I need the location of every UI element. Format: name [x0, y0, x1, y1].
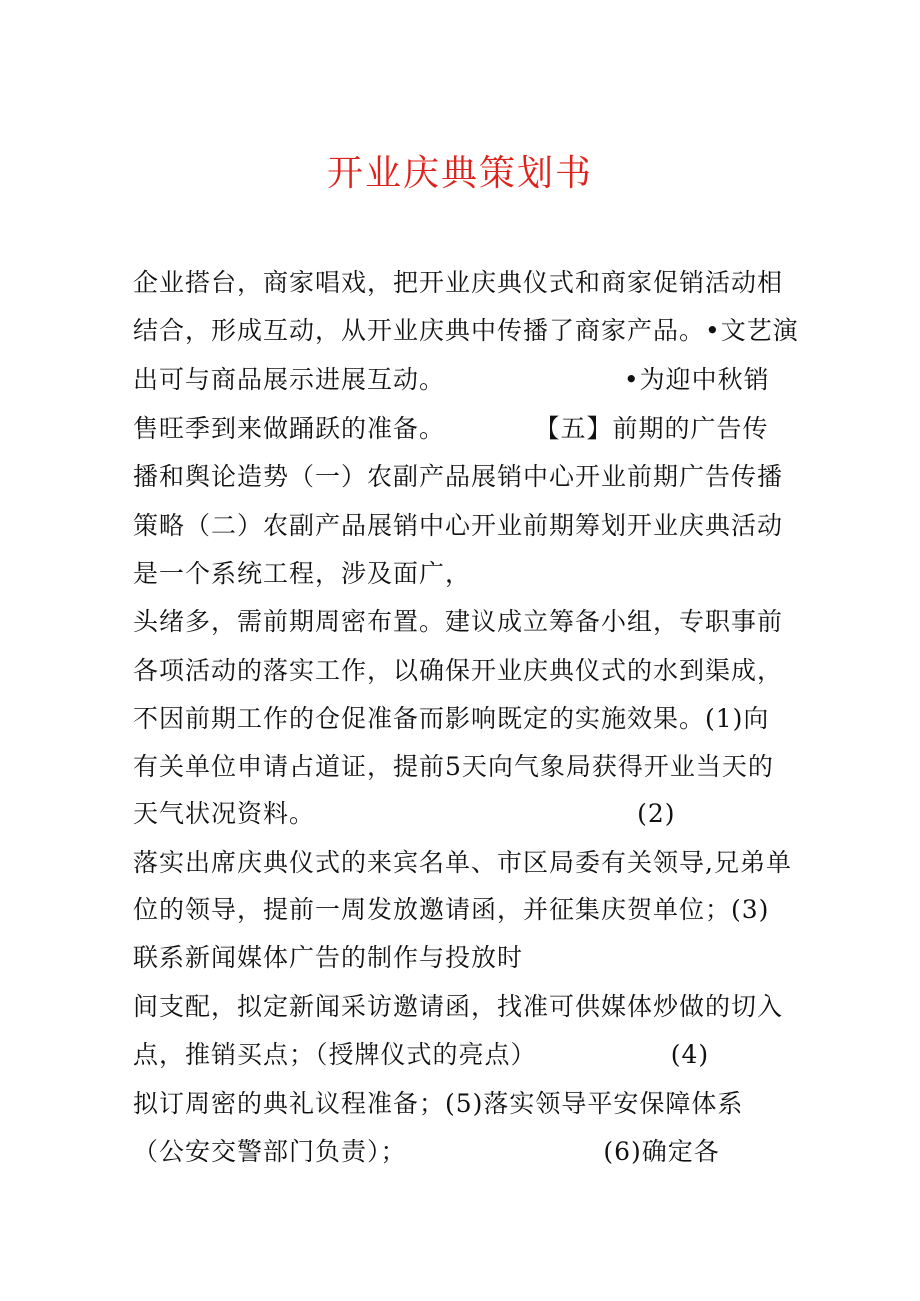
body-line-3: 出可与商品展示进展互动。 •为迎中秋销 [133, 365, 770, 394]
body-line-10: 不因前期工作的仓促准备而影响既定的实施效果。(1)向 [133, 704, 770, 733]
body-line-19: （公安交警部门负责）； (6)确定各 [133, 1137, 720, 1166]
body-line-13: 落实出席庆典仪式的来宾名单、市区局委有关领导,兄弟单 [133, 848, 792, 877]
body-line-17: 点，推销买点；（授牌仪式的亮点） (4) [133, 1040, 710, 1069]
page-title: 开业庆典策划书 [326, 153, 593, 194]
body-line-1: 企业搭台，商家唱戏，把开业庆典仪式和商家促销活动相 [133, 268, 784, 297]
body-line-7: 是一个系统工程，涉及面广， [133, 559, 472, 588]
body-line-16: 间支配，拟定新闻采访邀请函，找准可供媒体炒做的切入 [133, 992, 784, 1021]
body-line-14: 位的领导，提前一周发放邀请函，并征集庆贺单位；(3) [133, 895, 770, 924]
body-line-2: 结合，形成互动，从开业庆典中传播了商家产品。•文艺演 [133, 316, 799, 345]
body-line-18: 拟订周密的典礼议程准备；(5)落实领导平安保障体系 [133, 1089, 744, 1118]
body-line-11: 有关单位申请占道证，提前5天向气象局获得开业当天的 [133, 752, 774, 781]
body-line-4: 售旺季到来做踊跃的准备。 【五】前期的广告传 [133, 414, 769, 443]
body-line-6: 策略（二）农副产品展销中心开业前期筹划开业庆典活动 [133, 511, 784, 540]
body-line-8: 头绪多，需前期周密布置。建议成立筹备小组，专职事前 [133, 607, 784, 636]
body-line-15: 联系新闻媒体广告的制作与投放时 [133, 943, 524, 972]
body-line-12: 天气状况资料。 (2) [133, 799, 676, 828]
body-line-9: 各项活动的落实工作，以确保开业庆典仪式的水到渠成， [133, 656, 784, 685]
body-line-5: 播和舆论造势（一）农副产品展销中心开业前期广告传播 [133, 462, 784, 491]
